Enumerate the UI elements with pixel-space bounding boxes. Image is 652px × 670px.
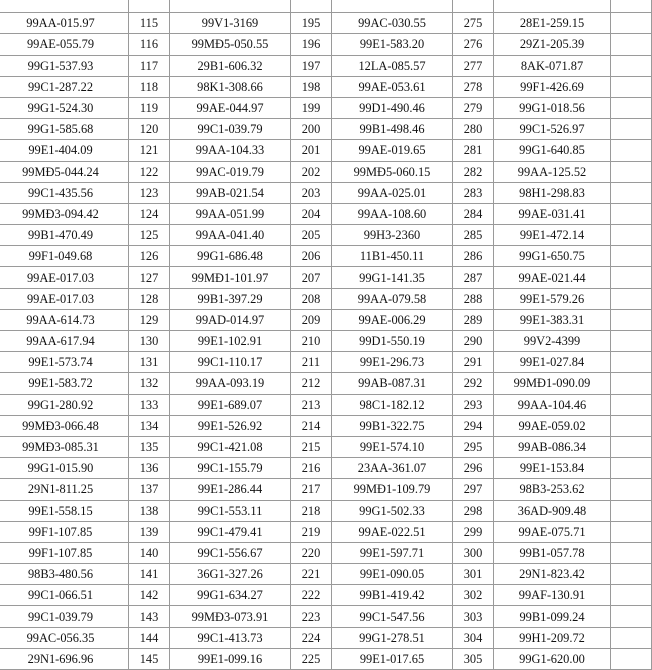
- plate-number-cell: 29N1-811.25: [0, 479, 129, 500]
- row-number-cell: 198: [291, 76, 332, 97]
- row-number-cell: 278: [453, 76, 494, 97]
- plate-number-cell: 99AE-055.79: [0, 34, 129, 55]
- row-number-cell: 294: [453, 415, 494, 436]
- row-number-cell: 200: [291, 119, 332, 140]
- plate-number-cell: 99AA-041.40: [170, 225, 291, 246]
- row-number-cell: [611, 97, 652, 118]
- row-number-cell: 127: [129, 267, 170, 288]
- table-row: [0, 0, 652, 13]
- row-number-cell: 300: [453, 542, 494, 563]
- plate-number-cell: [332, 0, 453, 13]
- plate-number-cell: 36G1-327.26: [170, 564, 291, 585]
- row-number-cell: 301: [453, 564, 494, 585]
- plate-number-cell: 99F1-107.85: [0, 521, 129, 542]
- row-number-cell: 129: [129, 309, 170, 330]
- row-number-cell: 122: [129, 161, 170, 182]
- row-number-cell: 277: [453, 55, 494, 76]
- plate-number-cell: 99E1-526.92: [170, 415, 291, 436]
- row-number-cell: 209: [291, 309, 332, 330]
- row-number-cell: 304: [453, 627, 494, 648]
- row-number-cell: 225: [291, 648, 332, 669]
- row-number-cell: 211: [291, 352, 332, 373]
- row-number-cell: 206: [291, 246, 332, 267]
- plate-number-cell: 99G1-640.85: [494, 140, 611, 161]
- plate-number-cell: 99G1-141.35: [332, 267, 453, 288]
- table-row: [0, 479, 652, 500]
- row-number-cell: 210: [291, 331, 332, 352]
- plate-number-cell: 99B1-470.49: [0, 225, 129, 246]
- row-number-cell: [611, 627, 652, 648]
- row-number-cell: 205: [291, 225, 332, 246]
- plate-number-cell: 99MĐ3-066.48: [0, 415, 129, 436]
- row-number-cell: 121: [129, 140, 170, 161]
- plate-number-cell: 99AE-031.41: [494, 203, 611, 224]
- row-number-cell: [291, 0, 332, 13]
- row-number-cell: [611, 161, 652, 182]
- plate-number-cell: 99AA-617.94: [0, 331, 129, 352]
- plate-number-cell: 99AA-108.60: [332, 203, 453, 224]
- row-number-cell: [611, 203, 652, 224]
- plate-number-cell: 99V2-4399: [494, 331, 611, 352]
- row-number-cell: [611, 606, 652, 627]
- row-number-cell: 124: [129, 203, 170, 224]
- row-number-cell: 115: [129, 13, 170, 34]
- plate-number-cell: 99AA-093.19: [170, 373, 291, 394]
- plate-number-cell: 99E1-583.72: [0, 373, 129, 394]
- row-number-cell: 292: [453, 373, 494, 394]
- table-row: [0, 288, 652, 309]
- row-number-cell: 212: [291, 373, 332, 394]
- plate-number-cell: 99G1-650.75: [494, 246, 611, 267]
- row-number-cell: [611, 585, 652, 606]
- plate-number-cell: 99C1-553.11: [170, 500, 291, 521]
- plate-number-cell: 99MĐ1-101.97: [170, 267, 291, 288]
- row-number-cell: 289: [453, 309, 494, 330]
- row-number-cell: 204: [291, 203, 332, 224]
- plate-number-cell: 99G1-278.51: [332, 627, 453, 648]
- table-row: [0, 309, 652, 330]
- plate-number-cell: 99AC-030.55: [332, 13, 453, 34]
- row-number-cell: [611, 479, 652, 500]
- plate-number-cell: 99AE-022.51: [332, 521, 453, 542]
- plate-number-cell: 99V1-3169: [170, 13, 291, 34]
- plate-number-cell: 99C1-526.97: [494, 119, 611, 140]
- plate-number-cell: 99E1-017.65: [332, 648, 453, 669]
- plate-number-cell: 23AA-361.07: [332, 458, 453, 479]
- table-row: [0, 500, 652, 521]
- plate-number-cell: [0, 0, 129, 13]
- plate-number-cell: 99G1-280.92: [0, 394, 129, 415]
- table-row: [0, 76, 652, 97]
- row-number-cell: 196: [291, 34, 332, 55]
- plate-number-cell: 36AD-909.48: [494, 500, 611, 521]
- plate-number-cell: 99F1-107.85: [0, 542, 129, 563]
- row-number-cell: [611, 394, 652, 415]
- plate-number-cell: 99MĐ3-073.91: [170, 606, 291, 627]
- row-number-cell: [611, 648, 652, 669]
- plate-number-cell: 99AE-075.71: [494, 521, 611, 542]
- row-number-cell: 216: [291, 458, 332, 479]
- table-row: [0, 648, 652, 669]
- plate-number-cell: 99AA-079.58: [332, 288, 453, 309]
- row-number-cell: 208: [291, 288, 332, 309]
- row-number-cell: 298: [453, 500, 494, 521]
- row-number-cell: [611, 34, 652, 55]
- row-number-cell: 305: [453, 648, 494, 669]
- plate-number-cell: 99AA-104.46: [494, 394, 611, 415]
- plate-number-cell: 29N1-823.42: [494, 564, 611, 585]
- plate-number-cell: 99G1-686.48: [170, 246, 291, 267]
- row-number-cell: 220: [291, 542, 332, 563]
- plate-number-cell: 99E1-296.73: [332, 352, 453, 373]
- row-number-cell: 215: [291, 436, 332, 457]
- plate-number-cell: 99AE-021.44: [494, 267, 611, 288]
- row-number-cell: 117: [129, 55, 170, 76]
- plate-number-cell: 99E1-579.26: [494, 288, 611, 309]
- plate-number-cell: 99E1-558.15: [0, 500, 129, 521]
- row-number-cell: 199: [291, 97, 332, 118]
- plate-number-cell: 29B1-606.32: [170, 55, 291, 76]
- table-row: [0, 352, 652, 373]
- table-row: [0, 585, 652, 606]
- row-number-cell: 145: [129, 648, 170, 669]
- plate-number-cell: 99AB-086.34: [494, 436, 611, 457]
- plate-number-cell: 99AA-104.33: [170, 140, 291, 161]
- plate-number-cell: 98B3-480.56: [0, 564, 129, 585]
- row-number-cell: 291: [453, 352, 494, 373]
- plate-number-cell: 99C1-066.51: [0, 585, 129, 606]
- row-number-cell: 197: [291, 55, 332, 76]
- table-row: [0, 394, 652, 415]
- row-number-cell: [611, 119, 652, 140]
- row-number-cell: 303: [453, 606, 494, 627]
- plate-number-cell: 99G1-634.27: [170, 585, 291, 606]
- plate-number-cell: 99G1-524.30: [0, 97, 129, 118]
- plate-number-cell: 99D1-550.19: [332, 331, 453, 352]
- plate-number-cell: 99MĐ1-109.79: [332, 479, 453, 500]
- row-number-cell: [611, 267, 652, 288]
- plate-number-cell: 99C1-039.79: [0, 606, 129, 627]
- row-number-cell: 134: [129, 415, 170, 436]
- row-number-cell: 295: [453, 436, 494, 457]
- plate-number-cell: 99E1-102.91: [170, 331, 291, 352]
- plate-number-cell: 99E1-383.31: [494, 309, 611, 330]
- plate-number-cell: 29N1-696.96: [0, 648, 129, 669]
- plate-number-cell: 99MĐ1-090.09: [494, 373, 611, 394]
- plate-number-cell: 99AE-017.03: [0, 267, 129, 288]
- row-number-cell: 293: [453, 394, 494, 415]
- plate-number-cell: 99B1-057.78: [494, 542, 611, 563]
- row-number-cell: 137: [129, 479, 170, 500]
- row-number-cell: 213: [291, 394, 332, 415]
- table-row: [0, 564, 652, 585]
- row-number-cell: 118: [129, 76, 170, 97]
- plate-number-cell: 99F1-426.69: [494, 76, 611, 97]
- plate-number-cell: 99MĐ5-050.55: [170, 34, 291, 55]
- plate-number-cell: 99AE-053.61: [332, 76, 453, 97]
- plate-number-cell: 99C1-556.67: [170, 542, 291, 563]
- row-number-cell: 224: [291, 627, 332, 648]
- plate-number-cell: 99F1-049.68: [0, 246, 129, 267]
- row-number-cell: 144: [129, 627, 170, 648]
- plate-number-cell: 99B1-498.46: [332, 119, 453, 140]
- plate-number-cell: 99AA-025.01: [332, 182, 453, 203]
- row-number-cell: 290: [453, 331, 494, 352]
- row-number-cell: 141: [129, 564, 170, 585]
- plate-number-cell: 99AB-021.54: [170, 182, 291, 203]
- table-row: [0, 436, 652, 457]
- row-number-cell: 202: [291, 161, 332, 182]
- row-number-cell: [453, 0, 494, 13]
- plate-number-cell: 99E1-404.09: [0, 140, 129, 161]
- row-number-cell: 299: [453, 521, 494, 542]
- row-number-cell: 116: [129, 34, 170, 55]
- plate-number-cell: 99E1-573.74: [0, 352, 129, 373]
- row-number-cell: 221: [291, 564, 332, 585]
- plate-number-cell: 99C1-413.73: [170, 627, 291, 648]
- plate-number-cell: 99AE-019.65: [332, 140, 453, 161]
- row-number-cell: 286: [453, 246, 494, 267]
- row-number-cell: 218: [291, 500, 332, 521]
- plate-number-cell: 99C1-155.79: [170, 458, 291, 479]
- plate-number-cell: 98K1-308.66: [170, 76, 291, 97]
- plate-number-cell: 99C1-547.56: [332, 606, 453, 627]
- row-number-cell: 131: [129, 352, 170, 373]
- plate-number-cell: [494, 0, 611, 13]
- plate-number-cell: 99H1-209.72: [494, 627, 611, 648]
- plate-number-cell: 99AE-006.29: [332, 309, 453, 330]
- row-number-cell: 282: [453, 161, 494, 182]
- plate-number-cell: 99AB-087.31: [332, 373, 453, 394]
- plate-number-cell: 99E1-099.16: [170, 648, 291, 669]
- table-row: [0, 161, 652, 182]
- row-number-cell: 222: [291, 585, 332, 606]
- row-number-cell: [611, 13, 652, 34]
- table-row: [0, 542, 652, 563]
- row-number-cell: 125: [129, 225, 170, 246]
- row-number-cell: 287: [453, 267, 494, 288]
- row-number-cell: [611, 415, 652, 436]
- row-number-cell: 276: [453, 34, 494, 55]
- table-row: [0, 225, 652, 246]
- plate-number-cell: 99AA-015.97: [0, 13, 129, 34]
- plate-number-cell: 99E1-472.14: [494, 225, 611, 246]
- plate-number-cell: 99C1-287.22: [0, 76, 129, 97]
- plate-number-cell: 99MĐ5-060.15: [332, 161, 453, 182]
- row-number-cell: [611, 76, 652, 97]
- row-number-cell: 133: [129, 394, 170, 415]
- plate-number-cell: 99G1-620.00: [494, 648, 611, 669]
- row-number-cell: 279: [453, 97, 494, 118]
- table-row: [0, 458, 652, 479]
- plate-number-cell: 99AE-017.03: [0, 288, 129, 309]
- row-number-cell: [611, 55, 652, 76]
- plate-number-cell: 99AC-056.35: [0, 627, 129, 648]
- row-number-cell: 302: [453, 585, 494, 606]
- plate-number-cell: 99C1-479.41: [170, 521, 291, 542]
- table-row: [0, 97, 652, 118]
- plate-number-cell: 99C1-110.17: [170, 352, 291, 373]
- table-row: [0, 203, 652, 224]
- plate-number-cell: 99E1-090.05: [332, 564, 453, 585]
- row-number-cell: [611, 331, 652, 352]
- row-number-cell: [611, 309, 652, 330]
- row-number-cell: 296: [453, 458, 494, 479]
- row-number-cell: [611, 458, 652, 479]
- row-number-cell: 138: [129, 500, 170, 521]
- plate-number-cell: 99AA-125.52: [494, 161, 611, 182]
- table-row: [0, 606, 652, 627]
- row-number-cell: [611, 182, 652, 203]
- table-row: [0, 415, 652, 436]
- table-row: [0, 373, 652, 394]
- row-number-cell: 195: [291, 13, 332, 34]
- row-number-cell: [129, 0, 170, 13]
- row-number-cell: 219: [291, 521, 332, 542]
- plate-number-cell: 99E1-153.84: [494, 458, 611, 479]
- row-number-cell: [611, 246, 652, 267]
- plate-number-cell: 99C1-435.56: [0, 182, 129, 203]
- plate-number-cell: 99D1-490.46: [332, 97, 453, 118]
- row-number-cell: 281: [453, 140, 494, 161]
- plate-number-cell: 99MĐ5-044.24: [0, 161, 129, 182]
- plate-number-cell: 98B3-253.62: [494, 479, 611, 500]
- plate-number-cell: 29Z1-205.39: [494, 34, 611, 55]
- row-number-cell: 142: [129, 585, 170, 606]
- table-row: [0, 267, 652, 288]
- row-number-cell: [611, 564, 652, 585]
- row-number-cell: 135: [129, 436, 170, 457]
- plate-number-cell: 99E1-027.84: [494, 352, 611, 373]
- plate-number-cell: 99AC-019.79: [170, 161, 291, 182]
- table-row: [0, 140, 652, 161]
- plate-number-cell: 11B1-450.11: [332, 246, 453, 267]
- plate-number-cell: [170, 0, 291, 13]
- table-row: [0, 331, 652, 352]
- plate-number-cell: 99AA-051.99: [170, 203, 291, 224]
- row-number-cell: [611, 436, 652, 457]
- row-number-cell: 207: [291, 267, 332, 288]
- row-number-cell: [611, 288, 652, 309]
- table-row: [0, 55, 652, 76]
- plate-number-cell: 99B1-099.24: [494, 606, 611, 627]
- row-number-cell: 119: [129, 97, 170, 118]
- plate-number-cell: 99E1-597.71: [332, 542, 453, 563]
- plate-number-cell: 28E1-259.15: [494, 13, 611, 34]
- plate-number-cell: 99G1-537.93: [0, 55, 129, 76]
- plate-number-cell: 99B1-397.29: [170, 288, 291, 309]
- row-number-cell: 130: [129, 331, 170, 352]
- plate-number-cell: 99AE-059.02: [494, 415, 611, 436]
- row-number-cell: [611, 352, 652, 373]
- row-number-cell: 217: [291, 479, 332, 500]
- plate-number-cell: 99G1-015.90: [0, 458, 129, 479]
- table-row: [0, 13, 652, 34]
- plate-number-cell: 99C1-039.79: [170, 119, 291, 140]
- row-number-cell: [611, 500, 652, 521]
- row-number-cell: [611, 140, 652, 161]
- plate-number-cell: 8AK-071.87: [494, 55, 611, 76]
- row-number-cell: 283: [453, 182, 494, 203]
- plate-number-cell: 99E1-286.44: [170, 479, 291, 500]
- row-number-cell: [611, 225, 652, 246]
- row-number-cell: 297: [453, 479, 494, 500]
- row-number-cell: 120: [129, 119, 170, 140]
- row-number-cell: 223: [291, 606, 332, 627]
- plate-number-cell: 99B1-322.75: [332, 415, 453, 436]
- plate-number-cell: 98H1-298.83: [494, 182, 611, 203]
- row-number-cell: 203: [291, 182, 332, 203]
- row-number-cell: 123: [129, 182, 170, 203]
- table-row: [0, 119, 652, 140]
- row-number-cell: 140: [129, 542, 170, 563]
- plate-number-cell: 12LA-085.57: [332, 55, 453, 76]
- plate-number-cell: 99E1-574.10: [332, 436, 453, 457]
- row-number-cell: 132: [129, 373, 170, 394]
- row-number-cell: [611, 521, 652, 542]
- plate-number-cell: 99E1-583.20: [332, 34, 453, 55]
- plate-number-cell: 99G1-018.56: [494, 97, 611, 118]
- plate-number-cell: 99C1-421.08: [170, 436, 291, 457]
- plate-number-cell: 99AA-614.73: [0, 309, 129, 330]
- plate-number-cell: 98C1-182.12: [332, 394, 453, 415]
- row-number-cell: 201: [291, 140, 332, 161]
- row-number-cell: 128: [129, 288, 170, 309]
- plate-number-cell: 99H3-2360: [332, 225, 453, 246]
- plate-number-cell: 99AD-014.97: [170, 309, 291, 330]
- row-number-cell: 288: [453, 288, 494, 309]
- row-number-cell: 136: [129, 458, 170, 479]
- plate-number-cell: 99AF-130.91: [494, 585, 611, 606]
- row-number-cell: 275: [453, 13, 494, 34]
- table-row: [0, 34, 652, 55]
- table-row: [0, 182, 652, 203]
- row-number-cell: [611, 542, 652, 563]
- row-number-cell: 139: [129, 521, 170, 542]
- plate-number-cell: 99MĐ3-094.42: [0, 203, 129, 224]
- plate-number-cell: 99E1-689.07: [170, 394, 291, 415]
- row-number-cell: [611, 0, 652, 13]
- plate-number-cell: 99G1-502.33: [332, 500, 453, 521]
- row-number-cell: 143: [129, 606, 170, 627]
- row-number-cell: 284: [453, 203, 494, 224]
- plate-number-cell: 99G1-585.68: [0, 119, 129, 140]
- row-number-cell: 285: [453, 225, 494, 246]
- row-number-cell: 280: [453, 119, 494, 140]
- table-row: [0, 521, 652, 542]
- plate-number-cell: 99MĐ3-085.31: [0, 436, 129, 457]
- row-number-cell: 214: [291, 415, 332, 436]
- row-number-cell: [611, 373, 652, 394]
- table-row: [0, 246, 652, 267]
- plate-number-cell: 99B1-419.42: [332, 585, 453, 606]
- table-row: [0, 627, 652, 648]
- row-number-cell: 126: [129, 246, 170, 267]
- plate-number-cell: 99AE-044.97: [170, 97, 291, 118]
